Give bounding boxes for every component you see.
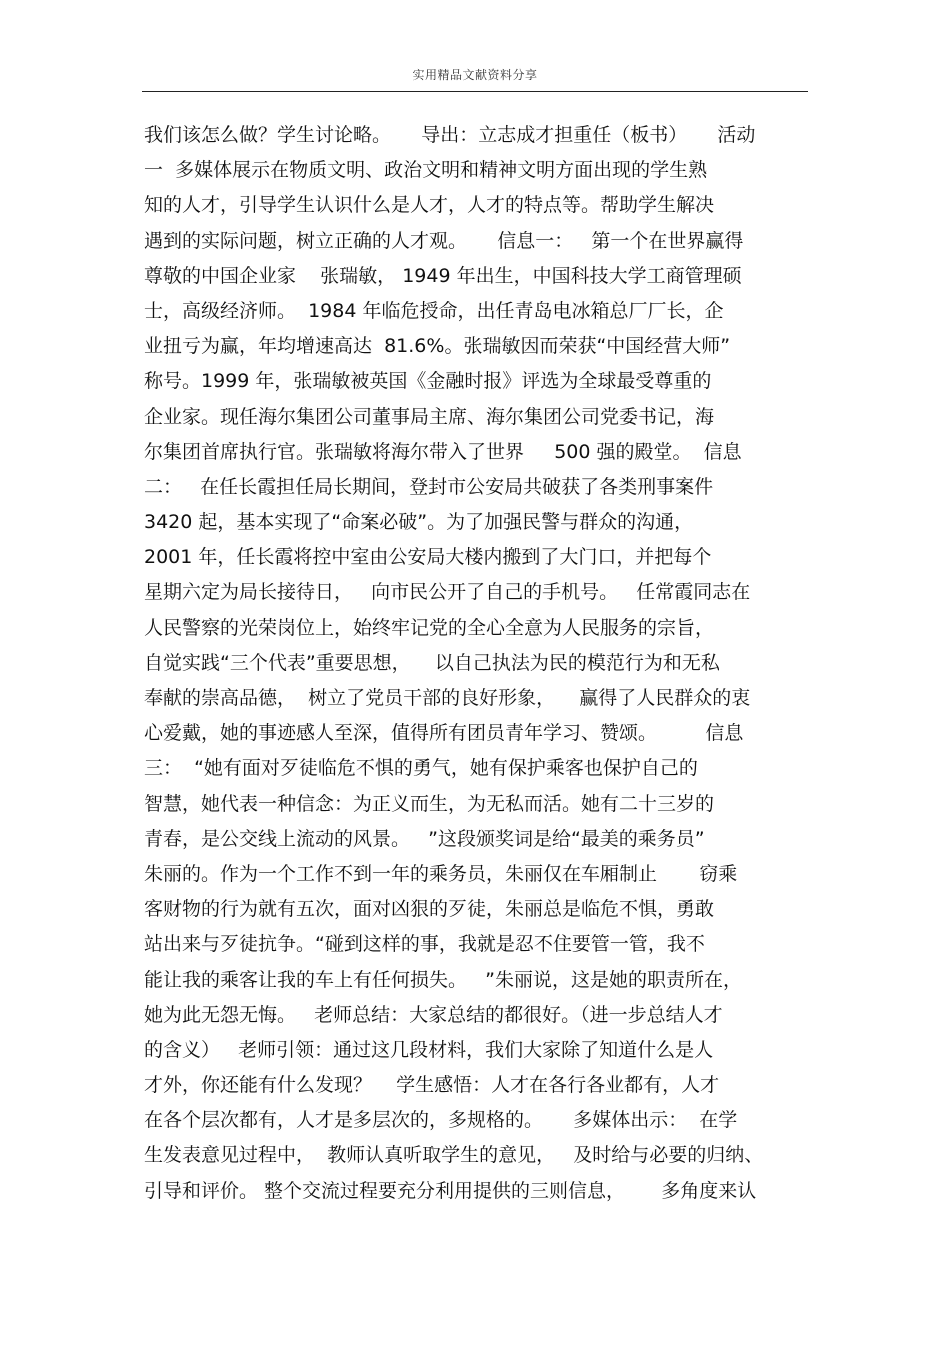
text-line: 朱丽的。作为一个工作不到一年的乘务员，朱丽仅在车厢制止 窃乘: [144, 862, 738, 885]
text-line: 智慧，她代表一种信念：为正义而生，为无私而活。她有二十三岁的: [144, 792, 715, 815]
text-line: 尔集团首席执行官。张瑞敏将海尔带入了世界 500 强的殿堂。 信息: [144, 440, 742, 463]
text-line: 星期六定为局长接待日， 向市民公开了自己的手机号。 任常霞同志在: [144, 581, 751, 604]
page-header-title: 实用精品文献资料分享: [412, 68, 538, 82]
text-line: 2001 年，任长霞将控中室由公安局大楼内搬到了大门口，并把每个: [144, 546, 712, 569]
document-body: [144, 118, 824, 1209]
text-line: 3420 起，基本实现了“命案必破”。为了加强民警与群众的沟通，: [144, 511, 694, 534]
text-line: 企业家。现任海尔集团公司董事局主席、海尔集团公司党委书记，海: [144, 405, 715, 428]
text-line: 自觉实践“三个代表”重要思想， 以自己执法为民的模范行为和无私: [144, 651, 720, 674]
text-line: 三： “她有面对歹徒临危不惧的勇气，她有保护乘客也保护自己的: [144, 757, 698, 780]
text-line: 奉献的崇高品德， 树立了党员干部的良好形象， 赢得了人民群众的衷: [144, 687, 751, 709]
text-line: 我们该怎么做？学生讨论略。 导出：立志成才担重任（板书） 活动: [144, 124, 756, 146]
text-line: 士，高级经济师。 1984 年临危授命，出任青岛电冰箱总厂厂长，企: [144, 299, 724, 322]
text-line: 知的人才，引导学生认识什么是人才，人才的特点等。帮助学生解决: [144, 194, 715, 217]
text-line: 心爱戴，她的事迹感人至深，值得所有团员青年学习、赞颂。 信息: [144, 722, 744, 745]
text-line: 她为此无怨无悔。 老师总结：大家总结的都很好。（进一步总结人才: [144, 1003, 723, 1026]
text-line: 能让我的乘客让我的车上有任何损失。 ”朱丽说，这是她的职责所在，: [144, 968, 742, 991]
text-line: 青春，是公交线上流动的风景。 ”这段颁奖词是给“最美的乘务员”: [144, 827, 705, 850]
text-line: 一 多媒体展示在物质文明、政治文明和精神文明方面出现的学生熟: [144, 159, 708, 182]
text-line: 的含义） 老师引领：通过这几段材料，我们大家除了知道什么是人: [144, 1038, 714, 1061]
text-line: 称号。1999 年，张瑞敏被英国《金融时报》评选为全球最受尊重的: [144, 370, 712, 393]
text-line: 业扭亏为赢，年均增速高达 81.6%。张瑞敏因而荣获“中国经营大师”: [144, 335, 731, 358]
header-divider: [142, 91, 808, 92]
text-line: 遇到的实际问题，树立正确的人才观。 信息一： 第一个在世界赢得: [144, 229, 744, 252]
text-line: 二： 在任长霞担任局长期间，登封市公安局共破获了各类刑事案件: [144, 475, 714, 498]
text-line: 生发表意见过程中， 教师认真听取学生的意见， 及时给与必要的归纳、: [144, 1144, 764, 1167]
text-line: 在各个层次都有，人才是多层次的，多规格的。 多媒体出示： 在学: [144, 1109, 738, 1132]
text-line: 引导和评价。 整个交流过程要充分利用提供的三则信息， 多角度来认: [144, 1179, 757, 1202]
text-line: 尊敬的中国企业家 张瑞敏， 1949 年出生，中国科技大学工商管理硕: [144, 264, 742, 287]
text-line: 客财物的行为就有五次，面对凶狠的歹徒，朱丽总是临危不惧，勇敢: [144, 898, 715, 921]
text-line: 人民警察的光荣岗位上，始终牢记党的全心全意为人民服务的宗旨，: [144, 616, 715, 639]
text-line: 站出来与歹徒抗争。“碰到这样的事，我就是忍不住要管一管，我不: [144, 933, 705, 956]
text-line: 才外，你还能有什么发现？ 学生感悟：人才在各行各业都有，人才: [144, 1074, 720, 1097]
